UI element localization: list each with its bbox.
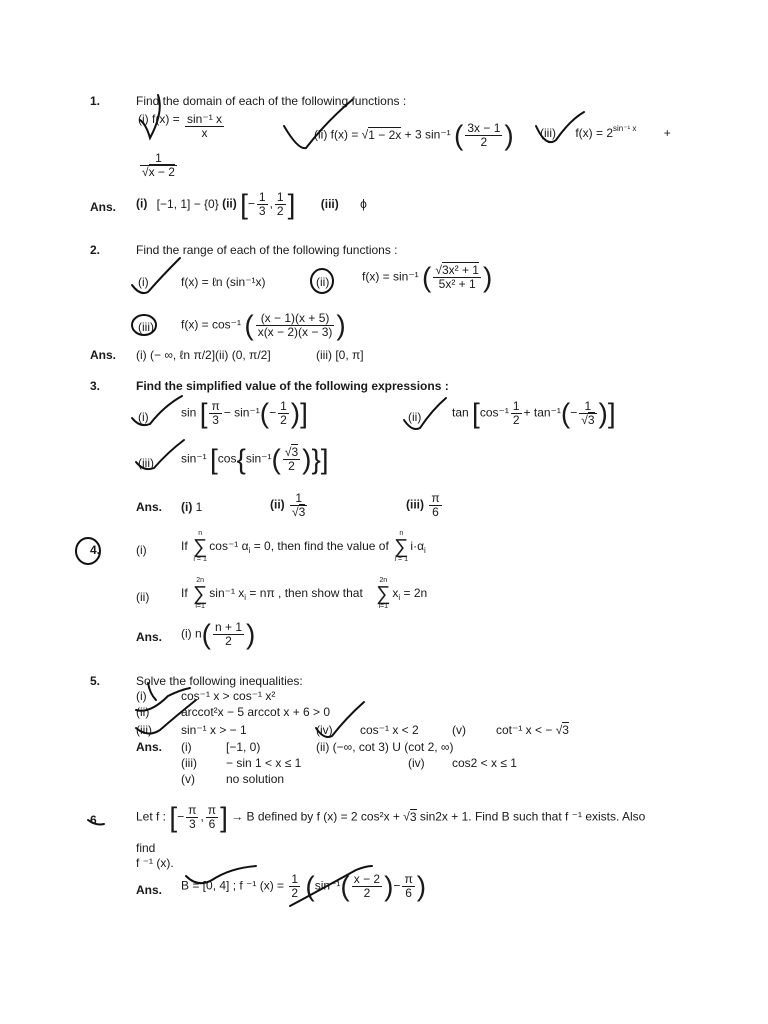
q1-part-ii: (ii) f(x) = √1 − 2x + 3 sin⁻¹ ( $\frac{3x - 1}{2}$ ) xyxy=(314,119,514,151)
q5-ans-i: [−1, 0) xyxy=(226,740,261,754)
tick-mark xyxy=(148,683,156,700)
q5-part-iii: sin⁻¹ x > − 1 xyxy=(181,723,247,737)
q5-part-ii-label: (ii) xyxy=(136,705,150,719)
q1-part-i: (i) f(x) = $\frac{\text{sin⁻¹ x}}{x}$ xyxy=(138,112,223,140)
q3-part-ii-label: (ii) xyxy=(408,410,422,424)
q2-part-i: f(x) = ℓn (sin⁻¹x) xyxy=(181,275,266,289)
q3-part-ii: tan [cos⁻¹ $\frac{1}{2}$ + tan⁻¹(− $\frac{1}{√3}$ )] xyxy=(452,397,616,429)
q3-answer-i: (i) 1 xyxy=(181,500,203,514)
tick-mark xyxy=(186,866,256,883)
q2-part-ii-label: (ii) xyxy=(316,275,330,289)
q1-title: Find the domain of each of the following functions : xyxy=(136,94,407,108)
q3-answer-iii: (iii) $\frac{\pi}{6}$ xyxy=(406,491,440,519)
tick-mark xyxy=(290,866,372,906)
q3-part-i: sin [ $\frac{\pi}{3}$ − sin⁻¹(− $\frac{1}{2}$ )] xyxy=(181,397,308,429)
q2-answer: (i) (− ∞, ℓn π/2](ii) (0, π/2] xyxy=(136,348,271,362)
circle-mark xyxy=(132,315,156,335)
q5-part-v-label: (v) xyxy=(452,723,466,737)
q5-title: Solve the following inequalities: xyxy=(136,674,303,688)
tick-mark xyxy=(316,702,364,737)
q3-part-iii: sin⁻¹ [cos{sin⁻¹( $\frac{√3}{2}$ )}] xyxy=(181,443,329,475)
q5-ans-label: Ans. xyxy=(136,740,163,754)
q4-part-i: If n ∑ i = 1 cos⁻¹ $\alpha_i = 0$, then find the value of n ∑ i = 1 $i\cdot\alpha_i$ xyxy=(181,530,426,563)
tick-mark xyxy=(132,258,180,293)
q4-part-i-label: (i) xyxy=(136,543,147,557)
tick-mark xyxy=(536,112,584,142)
q5-part-iv: cos⁻¹ x < 2 xyxy=(360,723,419,737)
q1-answer: (i) [−1, 1] − {0} (ii) [− $\frac{1}{3}$ , $\frac{1}{2}$ ] (iii) ϕ xyxy=(136,188,367,220)
q6-ans-label: Ans. xyxy=(136,883,163,897)
q2-answer-iii: (iii) [0, π] xyxy=(316,348,364,362)
q1-part-iii: (iii) $f(x) = 2^{sin^{-1} x}$ + xyxy=(540,124,671,140)
q3-answer-ii: (ii) $\frac{1}{√3}$ xyxy=(270,491,306,519)
q2-number: 2. xyxy=(90,243,101,257)
q2-title: Find the range of each of the following functions : xyxy=(136,243,398,257)
q1-continuation: $\frac{1}{√x - 2}$ xyxy=(142,151,175,179)
q2-part-iii: f(x) = cos⁻¹ ( $\frac{(x - 1)(x + 5)}{x(x - 2)(x - 3)}$ ) xyxy=(181,309,346,341)
q5-ans-iii-label: (iii) xyxy=(181,756,197,770)
q5-part-i-label: (i) xyxy=(136,689,147,703)
q4-number: 4. xyxy=(90,543,101,557)
q6-answer: B = [0, 4] ; f ⁻¹ (x) = $\frac{1}{2}$ (sin⁻¹( $\frac{x - 2}{2}$ )− $\frac{\pi}{6}$ ) xyxy=(181,870,427,902)
tick-mark xyxy=(132,396,182,425)
q5-part-iv-label: (iv) xyxy=(316,723,333,737)
tick-mark xyxy=(284,100,352,148)
tick-mark xyxy=(136,688,190,711)
q1-ans-label: Ans. xyxy=(90,200,117,214)
q1-number: 1. xyxy=(90,94,101,108)
circle-mark xyxy=(76,538,100,564)
q5-ans-v: no solution xyxy=(226,772,285,786)
q3-title: Find the simplified value of the following expressions : xyxy=(136,379,449,393)
q3-part-iii-label: (iii) xyxy=(138,456,154,470)
q5-ans-i-label: (i) xyxy=(181,740,192,754)
q2-part-ii: f(x) = sin⁻¹ ( $\frac{\text{√3x² + 1}}{\text{5x² + 1}}$ ) xyxy=(362,261,493,293)
q2-ans-label: Ans. xyxy=(90,348,117,362)
q5-ans-ii: (ii) (−∞, cot 3) U (cot 2, ∞) xyxy=(316,740,454,754)
q5-part-i: cos⁻¹ x > cos⁻¹ x² xyxy=(181,689,276,703)
q6-finv: f ⁻¹ (x). xyxy=(136,856,174,870)
q4-part-ii-label: (ii) xyxy=(136,590,150,604)
q3-number: 3. xyxy=(90,379,101,393)
tick-mark xyxy=(88,820,104,825)
q5-ans-iii: − sin 1 < x ≤ 1 xyxy=(226,756,302,770)
q5-part-ii: arccot²x − 5 arccot x + 6 > 0 xyxy=(181,705,331,719)
q4-part-ii: If 2n ∑ i=1 sin⁻¹ $x_i = n\pi$ , then show that 2n ∑ i=1 $x_i = 2n$ xyxy=(181,577,428,610)
q5-ans-v-label: (v) xyxy=(181,772,195,786)
q4-answer: (i) n( $\frac{n + 1}{2}$ ) xyxy=(181,618,256,650)
q5-part-v: cot⁻¹ x < − √3 xyxy=(496,723,569,737)
tick-mark xyxy=(136,440,184,469)
q5-ans-iv: cos2 < x ≤ 1 xyxy=(452,756,517,770)
q3-part-i-label: (i) xyxy=(138,410,149,424)
q5-number: 5. xyxy=(90,674,101,688)
q5-ans-iv-label: (iv) xyxy=(408,756,425,770)
q3-ans-label: Ans. xyxy=(136,500,163,514)
q2-part-iii-label: (iii) xyxy=(138,320,154,334)
q2-part-i-label: (i) xyxy=(138,275,149,289)
q6-find: find xyxy=(136,841,156,855)
q5-part-iii-label: (iii) xyxy=(136,723,152,737)
q6-number: 6 xyxy=(90,813,97,827)
q4-ans-label: Ans. xyxy=(136,630,163,644)
q6-statement: Let f : [− $\frac{\pi}{3}$ , $\frac{\pi}{6}$ ] → B defined by f (x) = 2 cos²x + √3 sin2x + 1. Find B such that f ⁻¹ exists. Also xyxy=(136,801,646,833)
tick-mark xyxy=(404,398,446,429)
circle-mark xyxy=(311,269,333,293)
tick-mark xyxy=(136,700,196,734)
tick-mark xyxy=(140,95,160,138)
